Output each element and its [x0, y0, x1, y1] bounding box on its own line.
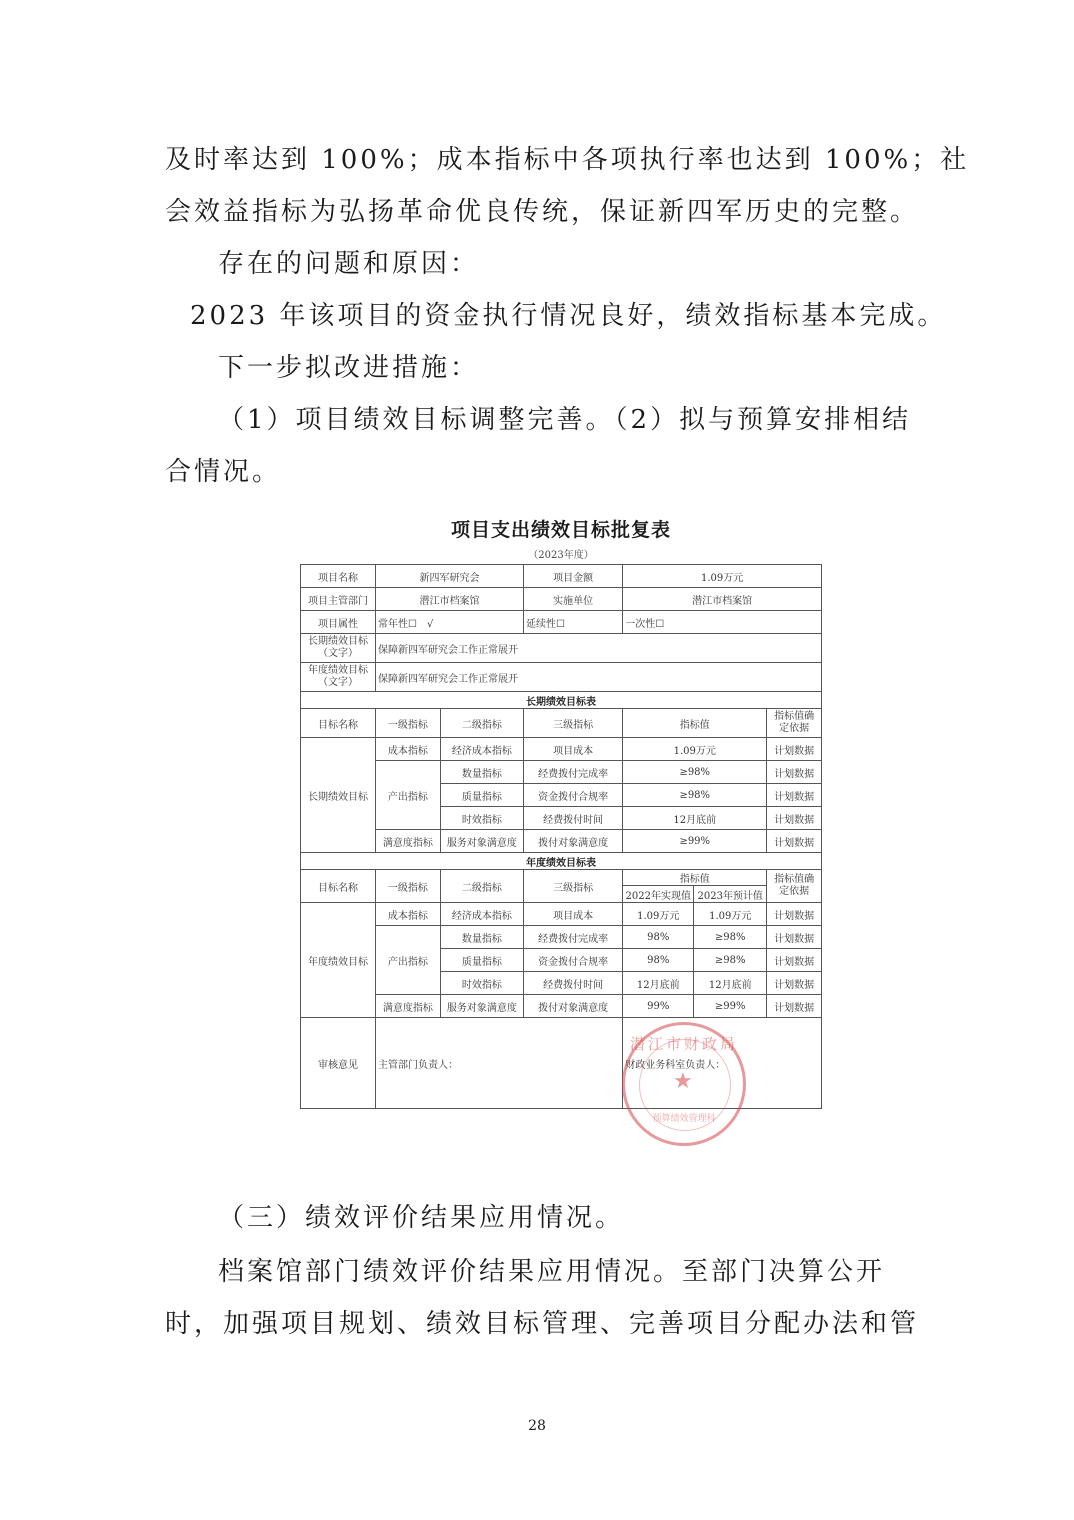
cell-l2: 数量指标 — [440, 761, 523, 784]
cell-actual: 99% — [623, 995, 694, 1018]
project-name-value: 新四军研究会 — [376, 565, 524, 588]
cell-l2: 经济成本指标 — [440, 738, 523, 761]
cell-l3: 项目成本 — [523, 903, 622, 926]
attr-regular: 常年性☐ √ — [376, 611, 524, 634]
cell-l2: 服务对象满意度 — [440, 995, 523, 1018]
cell-actual: 12月底前 — [623, 972, 694, 995]
cell-basis: 计划数据 — [767, 926, 822, 949]
paragraph-results — [165, 1246, 920, 1350]
header-level3: 三级指标 — [523, 870, 622, 903]
cell-l3: 拨付对象满意度 — [523, 830, 622, 853]
cell-basis: 计划数据 — [767, 738, 822, 761]
cell-l1: 产出指标 — [376, 761, 441, 830]
table-row — [301, 995, 822, 1018]
cell-basis: 计划数据 — [767, 903, 822, 926]
paragraph-results-line-1: 档案馆部门绩效评价结果应用情况。至部门决算公开 — [218, 1257, 886, 1287]
table-row — [301, 853, 822, 870]
cell-l3: 经费拨付时间 — [523, 972, 622, 995]
unit-label: 实施单位 — [523, 588, 622, 611]
cell-basis: 计划数据 — [767, 784, 822, 807]
table-row — [301, 738, 822, 761]
approval-form — [300, 515, 822, 1109]
table-row — [301, 692, 822, 709]
cell-l3: 资金拨付合规率 — [523, 949, 622, 972]
cell-actual: 98% — [623, 949, 694, 972]
table-row — [301, 634, 822, 663]
year-goal-value: 保障新四军研究会工作正常展开 — [376, 663, 822, 692]
header-value: 指标值 — [623, 870, 767, 886]
header-actual-2022: 2022年实现值 — [623, 886, 694, 903]
header-target-name: 目标名称 — [301, 870, 376, 903]
review-label: 审核意见 — [301, 1018, 376, 1109]
page-number: 28 — [528, 1418, 546, 1434]
table-row — [301, 903, 822, 926]
long-group-label: 长期绩效目标 — [301, 738, 376, 853]
dept-label: 项目主管部门 — [301, 588, 376, 611]
cell-l2: 时效指标 — [440, 807, 523, 830]
dept-value: 潜江市档案馆 — [376, 588, 524, 611]
table-row — [301, 611, 822, 634]
cell-l2: 服务对象满意度 — [440, 830, 523, 853]
amount-label: 项目金额 — [523, 565, 622, 588]
official-seal — [622, 1022, 746, 1146]
cell-l3: 经费拨付完成率 — [523, 761, 622, 784]
approval-table — [300, 564, 822, 1109]
header-level1: 一级指标 — [376, 709, 441, 738]
cell-l2: 时效指标 — [440, 972, 523, 995]
header-basis: 指标值确定依据 — [767, 709, 822, 738]
paragraph-results-line-2: 时，加强项目规划、绩效目标管理、完善项目分配办法和管 — [165, 1309, 920, 1339]
form-year: （2023年度） — [528, 550, 594, 561]
cell-value: ≥99% — [623, 830, 767, 853]
cell-plan: ≥98% — [694, 926, 767, 949]
cell-value: ≥98% — [623, 784, 767, 807]
attr-label: 项目属性 — [301, 611, 376, 634]
cell-l3: 资金拨付合规率 — [523, 784, 622, 807]
year-group-label: 年度绩效目标 — [301, 903, 376, 1018]
table-row — [301, 588, 822, 611]
paragraph-1 — [165, 134, 969, 238]
cell-plan: ≥98% — [694, 949, 767, 972]
cell-value: ≥98% — [623, 761, 767, 784]
cell-l3: 项目成本 — [523, 738, 622, 761]
project-name-label: 项目名称 — [301, 565, 376, 588]
table-row — [301, 830, 822, 853]
table-row — [301, 565, 822, 588]
cell-plan: 12月底前 — [694, 972, 767, 995]
seal-subtext: 预算绩效管理科 — [652, 1114, 716, 1124]
cell-plan: 1.09万元 — [694, 903, 767, 926]
cell-l3: 经费拨付时间 — [523, 807, 622, 830]
attr-continuous: 延续性☐ — [523, 611, 622, 634]
cell-l2: 质量指标 — [440, 949, 523, 972]
form-title: 项目支出绩效目标批复表 — [450, 519, 671, 541]
cell-actual: 1.09万元 — [623, 903, 694, 926]
paragraph-next-steps-text — [165, 394, 912, 498]
unit-value: 潜江市档案馆 — [623, 588, 822, 611]
paragraph-problems-heading: 存在的问题和原因： — [218, 249, 480, 279]
table-row — [301, 761, 822, 784]
header-level2: 二级指标 — [440, 709, 523, 738]
header-plan-2023: 2023年预计值 — [694, 886, 767, 903]
paragraph-1-line-1: 及时率达到 100%；成本指标中各项执行率也达到 100%；社 — [165, 145, 970, 175]
paragraph-next-steps-heading: 下一步拟改进措施： — [218, 353, 480, 383]
cell-basis: 计划数据 — [767, 830, 822, 853]
paragraph-problems-text: 2023 年该项目的资金执行情况良好，绩效指标基本完成。 — [190, 301, 947, 331]
cell-l2: 数量指标 — [440, 926, 523, 949]
cell-l2: 经济成本指标 — [440, 903, 523, 926]
cell-basis: 计划数据 — [767, 972, 822, 995]
cell-l1: 满意度指标 — [376, 830, 441, 853]
header-level1: 一级指标 — [376, 870, 441, 903]
review-dept: 主管部门负责人： — [376, 1018, 623, 1109]
attr-once: 一次性☐ — [623, 611, 822, 634]
cell-l3: 拨付对象满意度 — [523, 995, 622, 1018]
cell-l1: 成本指标 — [376, 738, 441, 761]
long-goal-label: 长期绩效目标（文字） — [301, 634, 376, 663]
cell-actual: 98% — [623, 926, 694, 949]
cell-plan: ≥99% — [694, 995, 767, 1018]
review-finance: 财政业务科室负责人： — [623, 1018, 822, 1109]
header-level3: 三级指标 — [523, 709, 622, 738]
cell-basis: 计划数据 — [767, 761, 822, 784]
header-basis: 指标值确定依据 — [767, 870, 822, 903]
year-goal-label: 年度绩效目标（文字） — [301, 663, 376, 692]
cell-basis: 计划数据 — [767, 949, 822, 972]
year-section-title: 年度绩效目标表 — [301, 853, 822, 870]
long-section-title: 长期绩效目标表 — [301, 692, 822, 709]
paragraph-next-steps-line-1: （1）项目绩效目标调整完善。（2）拟与预算安排相结 — [218, 405, 912, 435]
seal-text: 潜江市财政局 — [629, 1035, 738, 1053]
cell-l1: 产出指标 — [376, 926, 441, 995]
cell-basis: 计划数据 — [767, 995, 822, 1018]
amount-value: 1.09万元 — [623, 565, 822, 588]
table-row — [301, 663, 822, 692]
cell-value: 1.09万元 — [623, 738, 767, 761]
cell-l3: 经费拨付完成率 — [523, 926, 622, 949]
header-target-name: 目标名称 — [301, 709, 376, 738]
table-row — [301, 870, 822, 886]
cell-value: 12月底前 — [623, 807, 767, 830]
cell-l1: 满意度指标 — [376, 995, 441, 1018]
header-level2: 二级指标 — [440, 870, 523, 903]
long-goal-value: 保障新四军研究会工作正常展开 — [376, 634, 822, 663]
paragraph-next-steps-line-2: 合情况。 — [165, 457, 282, 487]
table-row — [301, 709, 822, 738]
paragraph-1-line-2: 会效益指标为弘扬革命优良传统，保证新四军历史的完整。 — [165, 197, 920, 227]
section-heading-results: （三）绩效评价结果应用情况。 — [218, 1203, 625, 1233]
cell-basis: 计划数据 — [767, 807, 822, 830]
cell-l1: 成本指标 — [376, 903, 441, 926]
star-icon: ★ — [673, 1069, 693, 1094]
cell-l2: 质量指标 — [440, 784, 523, 807]
table-row — [301, 926, 822, 949]
header-value: 指标值 — [623, 709, 767, 738]
